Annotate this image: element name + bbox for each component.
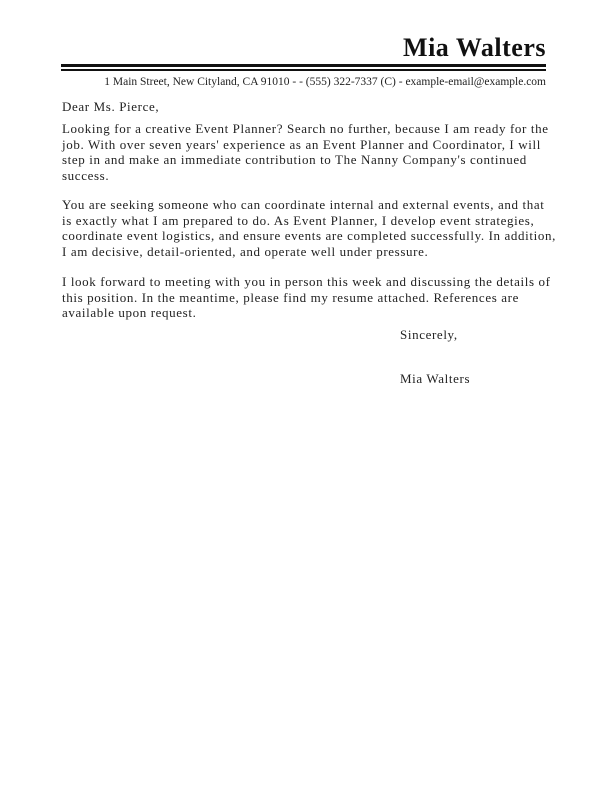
paragraph-line: available upon request. <box>62 305 197 321</box>
paragraph-line: job. With over seven years' experience as an Event Planner and Coordinator, I will <box>62 136 541 152</box>
paragraph-line: coordinate event logistics, and ensure events are completed successfully. In addition, <box>62 228 556 244</box>
paragraph-2 <box>62 197 556 259</box>
paragraph-line: is exactly what I am prepared to do. As Event Planner, I develop event strategies, <box>62 212 535 228</box>
sender-name: Mia Walters <box>403 33 546 62</box>
signature-name: Mia Walters <box>400 371 471 386</box>
paragraph-line: success. <box>62 167 110 183</box>
paragraph-line: You are seeking someone who can coordinate internal and external events, and that <box>62 197 545 212</box>
sender-contact-info: 1 Main Street, New Cityland, CA 91010 - - (555) 322-7337 (C) - example-email@example.com <box>104 76 546 88</box>
paragraph-line: I look forward to meeting with you in person this week and discussing the details of <box>62 274 551 289</box>
salutation-text: Dear Ms. Pierce, <box>62 99 160 114</box>
header-rule-thick <box>61 64 546 67</box>
paragraph-line: this position. In the meantime, please find my resume attached. References are <box>62 289 519 305</box>
paragraph-line: step in and make an immediate contribution to The Nanny Company's continued <box>62 152 527 168</box>
paragraph-3 <box>62 274 552 321</box>
closing: Sincerely, <box>400 327 458 342</box>
paragraph-line: Looking for a creative Event Planner? Search no further, because I am ready for the <box>62 121 549 136</box>
paragraph-line: I am decisive, detail-oriented, and operate well under pressure. <box>62 243 429 259</box>
salutation <box>62 99 552 115</box>
header-rule-thin <box>61 69 546 71</box>
paragraph-1 <box>62 121 552 183</box>
